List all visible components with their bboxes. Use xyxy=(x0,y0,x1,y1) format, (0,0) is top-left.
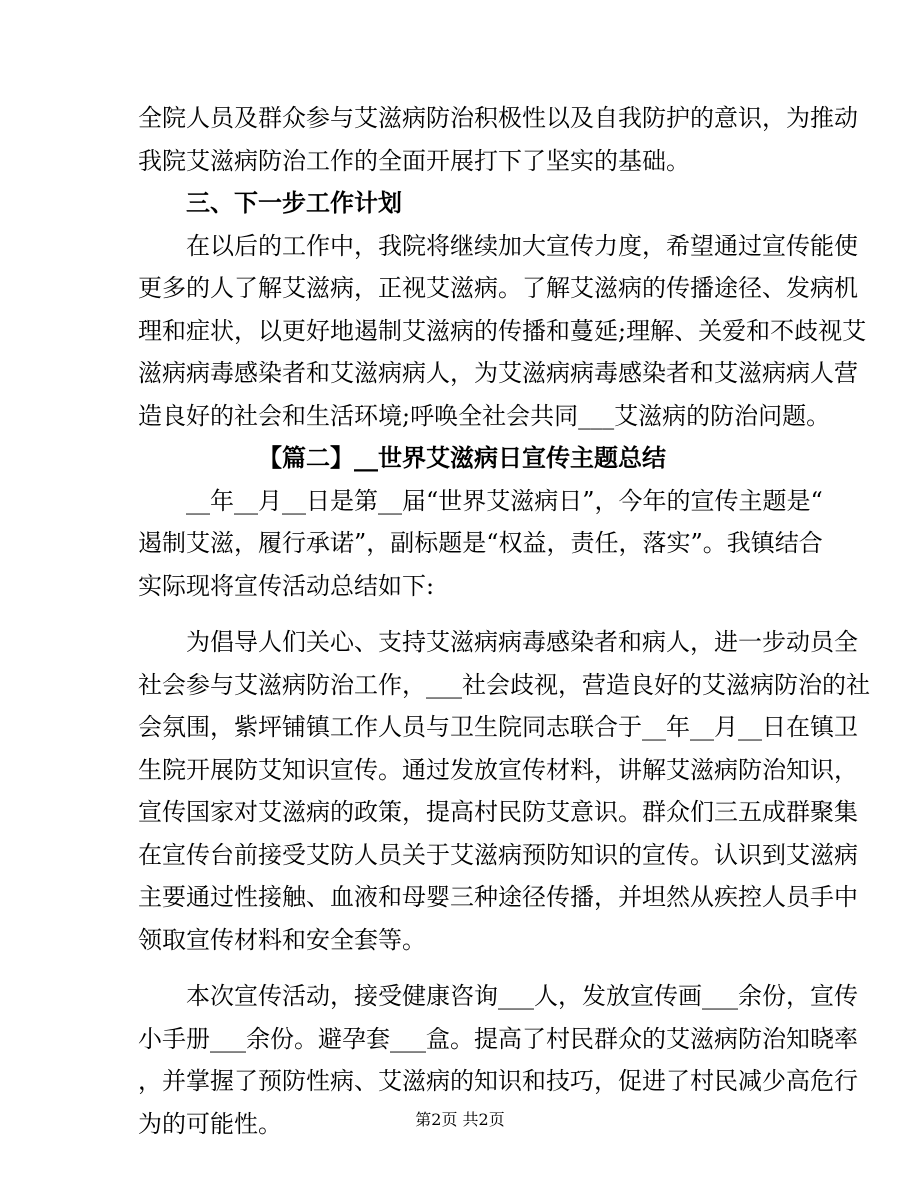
text-line: 领取宣传材料和安全套等。 xyxy=(138,925,426,954)
text-line: __年__月__日是第__届“世界艾滋病日”，今年的宣传主题是“ xyxy=(186,486,823,515)
text-line: ，并掌握了预防性病、艾滋病的知识和技巧，促进了村民减少高危行 xyxy=(138,1067,858,1095)
text-line: 社会参与艾滋病防治工作，___社会歧视，营造良好的艾滋病防治的社 xyxy=(138,670,870,699)
text-line: 本次宣传活动，接受健康咨询___人，发放宣传画___余份，宣传 xyxy=(186,982,858,1010)
text-line: 会氛围，紫坪铺镇工作人员与卫生院同志联合于__年__月__日在镇卫 xyxy=(138,713,858,741)
paragraph-gap xyxy=(138,961,786,975)
text-line: 宣传国家对艾滋病的政策，提高村民防艾意识。群众们三五成群聚集 xyxy=(138,798,858,826)
paragraph-1 xyxy=(138,97,858,182)
part-title: 【篇二】__世界艾滋病日宣传主题总结 xyxy=(258,443,666,472)
text-line: 全院人员及群众参与艾滋病防治积极性以及自我防护的意识，为推动 xyxy=(138,104,858,132)
text-line: 生院开展防艾知识宣传。通过发放宣传材料，讲解艾滋病防治知识， xyxy=(138,755,858,784)
text-line: 实际现将宣传活动总结如下: xyxy=(138,571,435,600)
section-heading: 三、下一步工作计划 xyxy=(186,188,402,217)
text-line: 在宣传台前接受艾防人员关于艾滋病预防知识的宣传。认识到艾滋病 xyxy=(138,840,858,869)
text-line: 滋病病毒感染者和艾滋病病人，为艾滋病病毒感染者和艾滋病病人营 xyxy=(138,359,858,387)
text-line: 小手册___余份。避孕套___盒。提高了村民群众的艾滋病防治知晓率 xyxy=(138,1024,858,1053)
text-line: 更多的人了解艾滋病，正视艾滋病。了解艾滋病的传播途径、发病机 xyxy=(138,274,858,302)
paragraph-2 xyxy=(138,225,867,438)
text-line: 为的可能性。 xyxy=(138,1109,282,1138)
text-line: 为倡导人们关心、支持艾滋病病毒感染者和病人，进一步动员全 xyxy=(186,628,858,656)
text-line: 我院艾滋病防治工作的全面开展打下了坚实的基础。 xyxy=(138,146,690,175)
text-line: 主要通过性接触、血液和母婴三种途径传播，并坦然从疾控人员手中 xyxy=(138,883,858,911)
text-line: 在以后的工作中，我院将继续加大宣传力度，希望通过宣传能使 xyxy=(186,231,858,260)
paragraph-gap xyxy=(138,607,786,621)
text-line: 遏制艾滋，履行承诺”，副标题是“权益，责任，落实”。我镇结合 xyxy=(138,529,823,557)
text-line: 理和症状，以更好地遏制艾滋病的传播和蔓延;理解、关爱和不歧视艾 xyxy=(138,316,867,345)
paragraph-4 xyxy=(138,621,870,961)
paragraph-3 xyxy=(138,480,823,608)
text-line: 造良好的社会和生活环境;呼唤全社会共同___艾滋病的防治问题。 xyxy=(138,401,831,430)
page-number-footer: 第2页 共2页 xyxy=(415,1110,505,1129)
document-body xyxy=(138,97,870,1145)
